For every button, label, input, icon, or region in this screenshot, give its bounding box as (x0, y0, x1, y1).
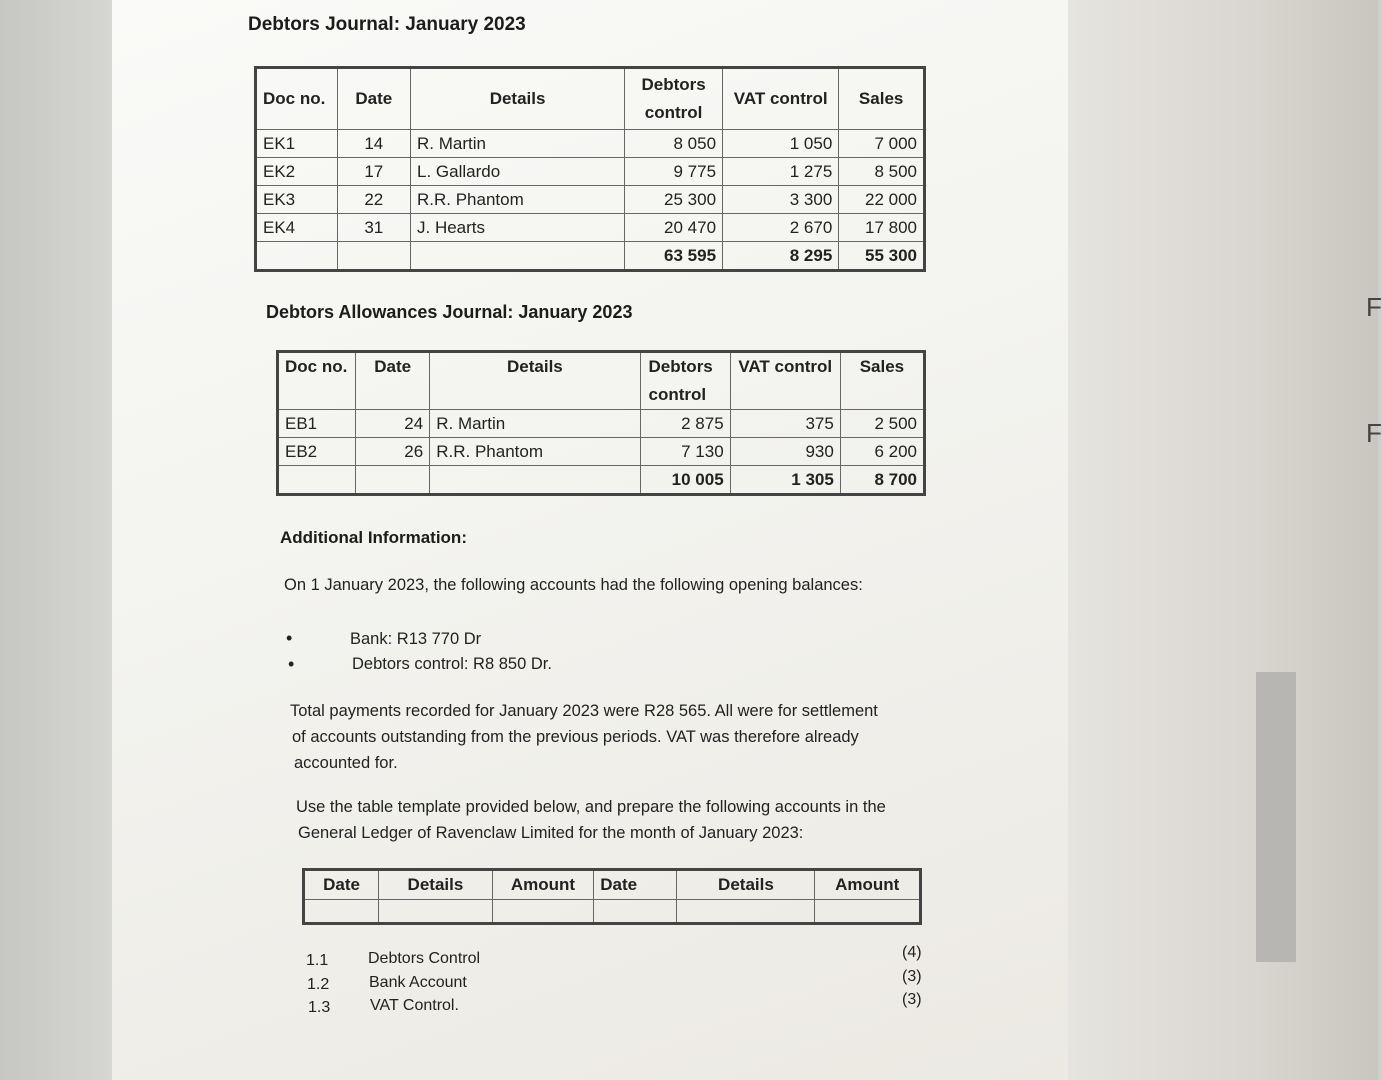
table-row (256, 158, 925, 186)
header-details: Details (379, 870, 493, 900)
details-cell: L. Gallardo (411, 158, 625, 186)
date-cell: 14 (337, 130, 410, 158)
sales-cell: 8 500 (839, 158, 925, 186)
question-label: Bank Account (369, 974, 467, 991)
sales-total: 55 300 (839, 242, 925, 271)
edge-letter: F (1366, 292, 1382, 322)
debtors-cell: 9 775 (625, 158, 723, 186)
vat-total: 8 295 (723, 242, 839, 271)
bullet-icon: • (286, 628, 293, 648)
details-cell: R.R. Phantom (411, 186, 625, 214)
table-row (278, 410, 925, 438)
edge-letter: F (1366, 418, 1382, 448)
table-row (256, 186, 925, 214)
date-cell: 17 (337, 158, 410, 186)
empty-cell (356, 466, 430, 495)
question-marks: (3) (902, 991, 922, 1008)
header-details: Details (430, 352, 640, 410)
background-right (1068, 0, 1378, 1080)
opening-balances-text: On 1 January 2023, the following accounts had the following opening balances: (284, 576, 863, 594)
totals-row (256, 242, 925, 271)
vat-cell: 3 300 (723, 186, 839, 214)
empty-cell (815, 900, 921, 924)
header-sales: Sales (840, 352, 924, 410)
vat-total: 1 305 (730, 466, 840, 495)
empty-cell (379, 900, 493, 924)
date-cell: 31 (337, 214, 410, 242)
table-row (278, 438, 925, 466)
sales-total: 8 700 (840, 466, 924, 495)
header-doc-no: Doc no. (256, 68, 338, 130)
empty-cell (337, 242, 410, 271)
payments-line-1: Total payments recorded for January 2023 were R28 565. All were for settlement (290, 702, 878, 720)
details-cell: J. Hearts (411, 214, 625, 242)
doc-no-cell: EB2 (278, 438, 356, 466)
payments-line-2: of accounts outstanding from the previous periods. VAT was therefore already (292, 728, 859, 746)
debtors-journal-table (254, 66, 926, 272)
details-cell: R. Martin (430, 410, 640, 438)
debtors-cell: 25 300 (625, 186, 723, 214)
document-page (112, 0, 1068, 1080)
vat-cell: 2 670 (723, 214, 839, 242)
empty-cell (411, 242, 625, 271)
sales-cell: 7 000 (839, 130, 925, 158)
sales-cell: 17 800 (839, 214, 925, 242)
header-vat-control: VAT control (723, 68, 839, 130)
header-date: Date (356, 352, 430, 410)
instruction-line-1: Use the table template provided below, and prepare the following accounts in the (296, 798, 886, 816)
date-cell: 26 (356, 438, 430, 466)
bank-balance-item: Bank: R13 770 Dr (350, 630, 482, 648)
empty-cell (677, 900, 815, 924)
table-header-row (304, 870, 921, 900)
header-details: Details (411, 68, 625, 130)
sales-cell: 2 500 (840, 410, 924, 438)
vat-cell: 375 (730, 410, 840, 438)
doc-no-cell: EK2 (256, 158, 338, 186)
sales-cell: 22 000 (839, 186, 925, 214)
scrollbar[interactable] (1256, 672, 1296, 962)
doc-no-cell: EK4 (256, 214, 338, 242)
question-number: 1.3 (308, 999, 331, 1016)
totals-row (278, 466, 925, 495)
instruction-line-2: General Ledger of Ravenclaw Limited for the month of January 2023: (298, 824, 804, 842)
table-header-row (278, 352, 925, 410)
empty-cell (304, 900, 379, 924)
date-cell: 22 (337, 186, 410, 214)
table-row (256, 130, 925, 158)
header-sales: Sales (839, 68, 925, 130)
header-date: Date (304, 870, 379, 900)
question-marks: (3) (902, 968, 922, 985)
header-doc-no: Doc no. (278, 352, 356, 410)
debtors-balance-item: Debtors control: R8 850 Dr. (352, 655, 552, 673)
vat-cell: 1 275 (723, 158, 839, 186)
debtors-journal-title: Debtors Journal: January 2023 (248, 14, 526, 35)
header-date: Date (594, 870, 677, 900)
additional-info-title: Additional Information: (280, 528, 467, 547)
empty-cell (492, 900, 593, 924)
empty-cell (430, 466, 640, 495)
empty-cell (278, 466, 356, 495)
details-cell: R.R. Phantom (430, 438, 640, 466)
debtors-cell: 8 050 (625, 130, 723, 158)
debtors-cell: 7 130 (640, 438, 730, 466)
sales-cell: 6 200 (840, 438, 924, 466)
question-number: 1.2 (307, 976, 330, 993)
header-date: Date (337, 68, 410, 130)
doc-no-cell: EK3 (256, 186, 338, 214)
allowances-journal-title: Debtors Allowances Journal: January 2023 (266, 302, 633, 322)
table-row (304, 900, 921, 924)
bullet-icon: • (288, 654, 295, 674)
empty-cell (594, 900, 677, 924)
debtors-cell: 20 470 (625, 214, 723, 242)
background-left (0, 0, 112, 1080)
vat-cell: 1 050 (723, 130, 839, 158)
header-vat-control: VAT control (730, 352, 840, 410)
question-label: VAT Control. (370, 997, 459, 1014)
doc-no-cell: EK1 (256, 130, 338, 158)
debtors-total: 10 005 (640, 466, 730, 495)
header-debtors-control: Debtors control (625, 68, 723, 130)
header-details: Details (677, 870, 815, 900)
vat-cell: 930 (730, 438, 840, 466)
allowances-journal-table (276, 350, 926, 496)
header-debtors-control: Debtors control (640, 352, 730, 410)
table-row (256, 214, 925, 242)
table-header-row (256, 68, 925, 130)
empty-cell (256, 242, 338, 271)
question-number: 1.1 (306, 952, 329, 969)
doc-no-cell: EB1 (278, 410, 356, 438)
debtors-total: 63 595 (625, 242, 723, 271)
header-amount: Amount (492, 870, 593, 900)
debtors-cell: 2 875 (640, 410, 730, 438)
details-cell: R. Martin (411, 130, 625, 158)
payments-line-3: accounted for. (294, 754, 398, 772)
header-amount: Amount (815, 870, 921, 900)
date-cell: 24 (356, 410, 430, 438)
question-label: Debtors Control (368, 950, 481, 967)
question-marks: (4) (902, 944, 922, 961)
ledger-template-table (302, 868, 922, 925)
